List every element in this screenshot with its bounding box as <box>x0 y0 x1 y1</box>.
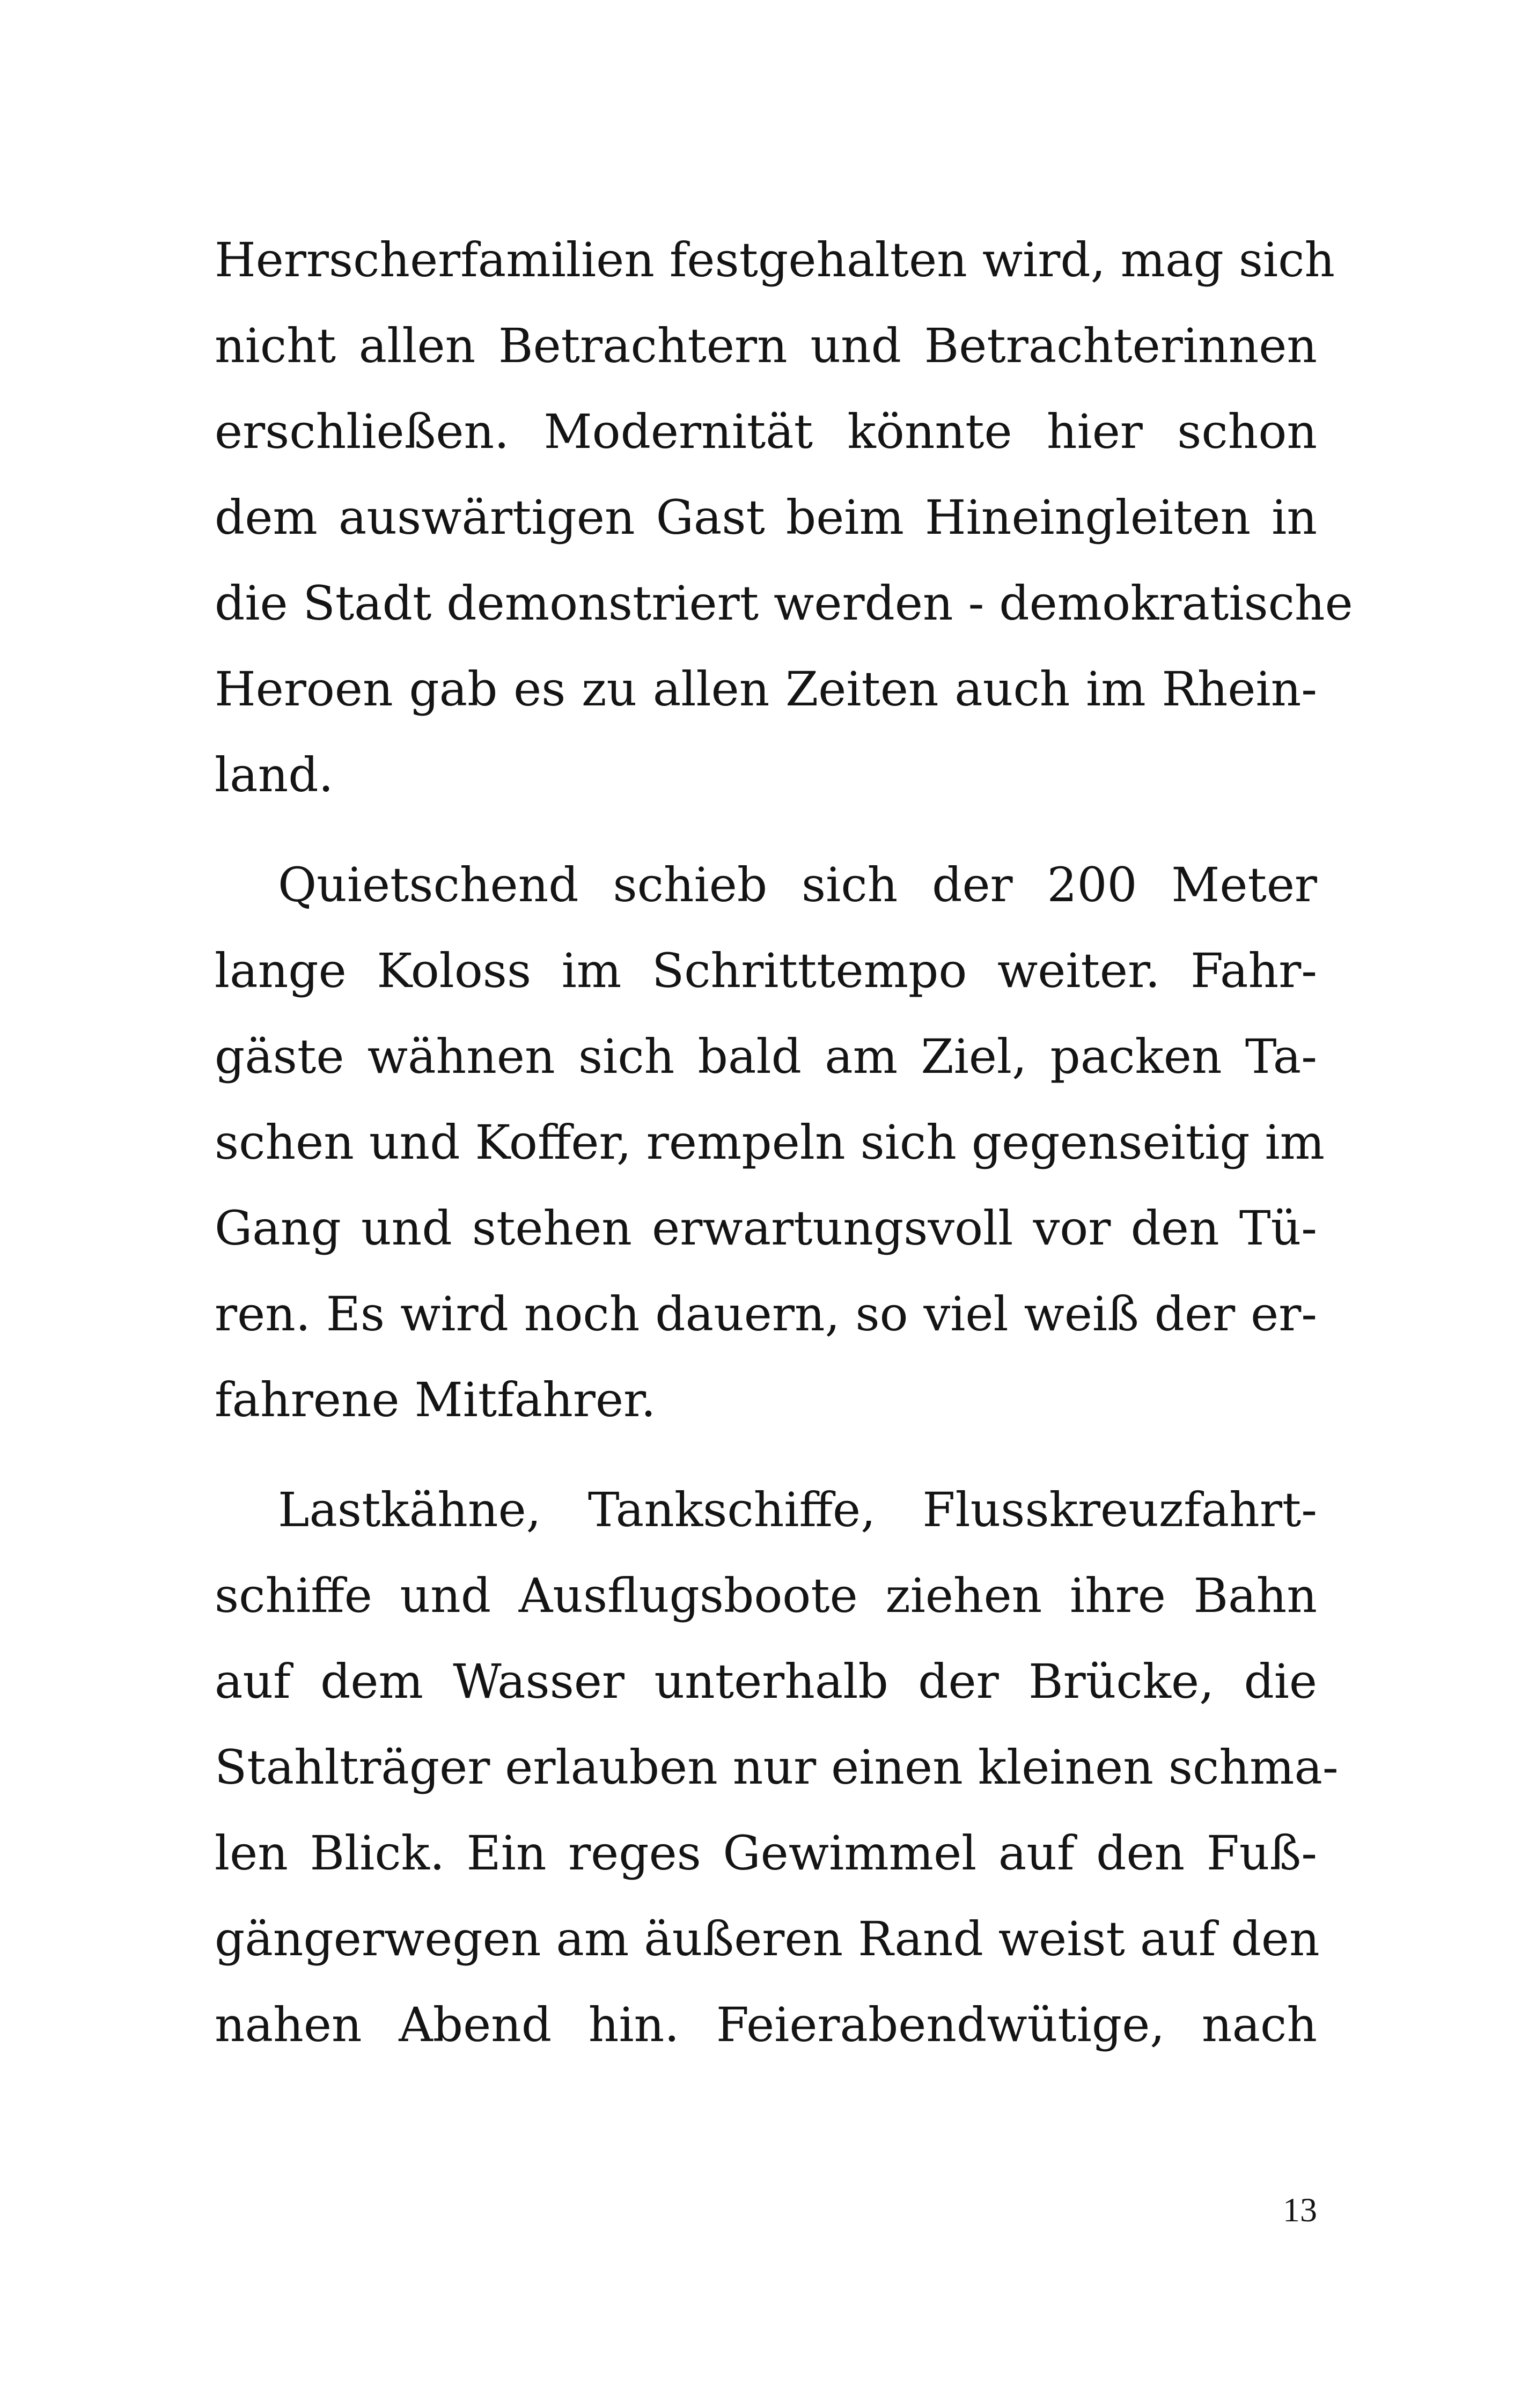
text-line: erschließen. Modernität könnte hier schon <box>215 404 1317 459</box>
text-line: dem auswärtigen Gast beim Hineingleiten in <box>215 490 1317 545</box>
paragraph-2 <box>215 842 1325 1443</box>
text-line: schen und Koffer, rempeln sich gegenseitig im <box>215 1115 1325 1170</box>
text-line: gängerwegen am äußeren Rand weist auf den <box>215 1911 1320 1967</box>
page-number: 13 <box>1283 2191 1317 2229</box>
text-line: land. <box>215 747 334 802</box>
paragraph-3 <box>215 1467 1339 2068</box>
text-line: Heroen gab es zu allen Zeiten auch im Rhein- <box>215 661 1317 717</box>
text-line: fahrene Mitfahrer. <box>215 1372 656 1427</box>
text-line: nahen Abend hin. Feierabendwütige, nach <box>215 1997 1317 2052</box>
text-line: len Blick. Ein reges Gewimmel auf den Fuß- <box>215 1825 1317 1881</box>
text-line: Lastkähne, Tankschiffe, Flusskreuzfahrt- <box>278 1482 1317 1537</box>
text-line: Quietschend schieb sich der 200 Meter <box>278 857 1317 912</box>
text-line: nicht allen Betrachtern und Betrachterinnen <box>215 318 1317 373</box>
paragraph-1 <box>215 217 1353 818</box>
page-body <box>215 217 1353 2092</box>
text-line: die Stadt demonstriert werden - demokratische <box>215 576 1353 631</box>
text-line: lange Koloss im Schritttempo weiter. Fahr- <box>215 943 1317 998</box>
text-line: Gang und stehen erwartungsvoll vor den Tü- <box>215 1201 1317 1256</box>
text-line: Stahlträger erlauben nur einen kleinen schma- <box>215 1740 1339 1795</box>
text-line: Herrscherfamilien festgehalten wird, mag sich <box>215 232 1335 288</box>
text-line: gäste wähnen sich bald am Ziel, packen Ta- <box>215 1029 1317 1084</box>
text-line: auf dem Wasser unterhalb der Brücke, die <box>215 1654 1317 1709</box>
text-line: ren. Es wird noch dauern, so viel weiß der er- <box>215 1286 1317 1342</box>
text-line: schiffe und Ausflugsboote ziehen ihre Bahn <box>215 1568 1317 1623</box>
